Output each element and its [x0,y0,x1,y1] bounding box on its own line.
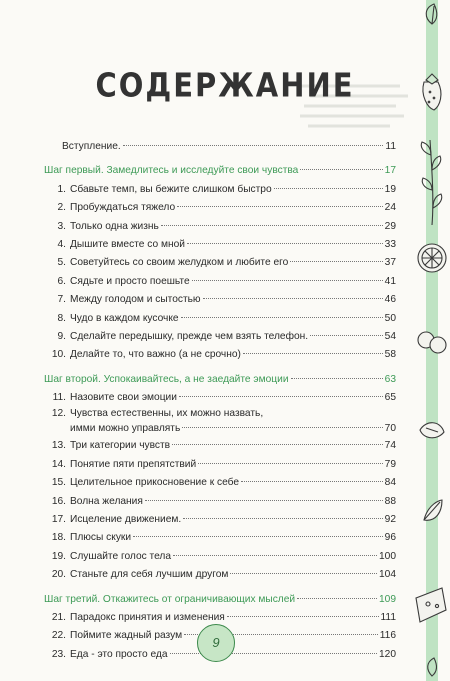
toc-item[interactable] [44,236,396,254]
dot-leader [123,145,384,146]
toc-section-heading[interactable] [44,591,396,609]
toc-entry-title: Станьте для себя лучшим другом [70,569,229,581]
toc-page-number: 11 [385,141,396,152]
toc-intro[interactable] [44,138,396,156]
dot-leader [290,261,382,262]
item-number: 21. [51,611,66,623]
toc-page-number: 84 [384,477,396,489]
item-number: 3. [57,220,66,232]
dot-leader [161,225,383,226]
dot-leader [133,536,383,537]
toc-entry-title: Назовите свои эмоции [70,392,177,404]
toc-page-number: 92 [384,514,396,526]
dot-leader [274,188,383,189]
toc-entry-title: Парадокс принятия и изменения [70,611,225,623]
toc-page-number: 50 [384,312,396,324]
toc-page-number: 41 [384,275,396,287]
section-title: Шаг первый. Замедлитесь и исследуйте свои чувства [44,165,299,177]
toc-entry-title: Еда - это просто еда [70,648,168,660]
toc-entry-title: Сбавьте темп, вы бежите слишком быстро [70,183,272,195]
toc-entry-title: Дышите вместе со мной [70,238,185,250]
dot-leader [145,500,383,501]
item-number: 13. [51,440,66,452]
toc-entry-title: Делайте то, что важно (а не срочно) [70,349,241,361]
toc-page-number: 88 [384,495,396,507]
toc-page-number: 19 [384,183,396,195]
toc-item[interactable] [44,273,396,291]
toc-page-number: 79 [384,458,396,470]
toc-page-number: 74 [384,440,396,452]
toc-page-number: 70 [384,423,396,435]
toc-item[interactable] [44,529,396,547]
item-number: 12. [51,408,66,420]
toc-entry-title: Волна желания [70,495,143,507]
toc-entry-title: Три категории чувств [70,440,171,452]
toc-entry-title: Только одна жизнь [70,220,159,232]
dot-leader [203,298,383,299]
toc-entry-title: Плюсы скуки [70,532,132,544]
toc-entry-title: Пробуждаться тяжело [70,202,176,214]
item-number: 2. [57,202,66,214]
item-number: 19. [51,550,66,562]
toc-page-number: 24 [384,202,396,214]
section-title: Шаг второй. Успокаивайтесь, а не заедайте эмоции [44,373,289,385]
item-number: 8. [57,312,66,324]
herb-icon [421,140,441,225]
item-number: 15. [51,477,66,489]
toc-entry-title: Сделайте передышку, прежде чем взять телефон. [70,330,309,342]
toc-entry-title: Чувства естественны, их можно назвать, [70,408,264,420]
toc-item[interactable] [44,407,396,421]
item-number: 1. [57,183,66,195]
table-of-contents [44,138,396,664]
toc-page-number: 65 [384,392,396,404]
toc-item[interactable] [44,291,396,309]
item-number: 9. [57,330,66,342]
cheese-icon [416,588,446,622]
toc-entry-title: Вступление. [62,141,121,152]
strawberry-icon [423,74,441,110]
toc-entry-title: имми можно управлять [70,423,181,435]
sprout-icon [428,658,437,676]
toc-item[interactable] [44,181,396,199]
dot-leader [243,353,383,354]
toc-item[interactable] [44,474,396,492]
toc-page-number: 116 [379,630,396,642]
page-number-badge: 9 [197,624,235,662]
toc-entry-title: Слушайте голос тела [70,550,172,562]
toc-page-number: 54 [384,330,396,342]
item-number: 17. [51,514,66,526]
toc-entry-title: Исцеление движением. [70,514,182,526]
dot-leader [241,481,383,482]
item-number: 5. [57,257,66,269]
decorative-strip [412,0,450,681]
leaf-icon [424,500,442,520]
item-number: 10. [51,349,66,361]
toc-entry-title: Чудо в каждом кусочке [70,312,179,324]
toc-page-number: 63 [384,373,396,385]
toc-entry-title: Целительное прикосновение к себе [70,477,240,489]
toc-item[interactable] [44,254,396,272]
toc-item-continuation[interactable] [44,421,396,437]
dot-leader [192,280,383,281]
dot-leader [182,427,382,428]
toc-item[interactable] [44,199,396,217]
item-number: 11. [52,392,66,404]
page-title: СОДЕРЖАНИЕ [95,65,355,105]
toc-entry-title: Понятие пяти препятствий [70,458,197,470]
item-number: 4. [57,238,66,250]
dot-leader [227,616,379,617]
toc-page-number: 109 [379,593,396,605]
toc-entry-title: Советуйтесь со своим желудком и любите его [70,257,289,269]
toc-page-number: 104 [379,569,396,581]
toc-item[interactable] [44,437,396,455]
sprout-icon [426,4,437,24]
dot-leader [172,444,383,445]
toc-item[interactable] [44,566,396,584]
dot-leader [183,518,382,519]
toc-section-heading[interactable] [44,371,396,389]
toc-page-number: 100 [379,550,396,562]
dot-leader [179,396,383,397]
toc-page-number: 111 [380,611,396,623]
item-number: 20. [51,569,66,581]
toc-item[interactable] [44,456,396,474]
section-title: Шаг третий. Откажитесь от ограничивающих мыслей [44,593,296,605]
dot-leader [297,598,377,599]
dot-leader [173,555,377,556]
toc-page-number: 120 [379,648,396,660]
dot-leader [310,335,383,336]
cucumber-slice-icon [420,423,444,438]
toc-page-number: 96 [384,532,396,544]
lemon-slice-icon [418,332,446,353]
citrus-icon [418,244,446,272]
toc-page-number: 33 [384,238,396,250]
dot-leader [177,206,383,207]
toc-entry-title: Между голодом и сытостью [70,294,201,306]
toc-item[interactable] [44,548,396,566]
toc-item[interactable] [44,310,396,328]
toc-entry-title: Поймите жадный разум [70,630,183,642]
dot-leader [291,378,383,379]
toc-item[interactable] [44,493,396,511]
toc-page-number: 29 [384,220,396,232]
item-number: 22. [51,630,66,642]
toc-item[interactable] [44,218,396,236]
item-number: 16. [51,495,66,507]
item-number: 7. [57,294,66,306]
dot-leader [230,573,377,574]
toc-page-number: 37 [384,257,396,269]
dot-leader [300,169,382,170]
dot-leader [181,317,383,318]
toc-item[interactable] [44,346,396,364]
dot-leader [187,243,383,244]
toc-item[interactable] [44,389,396,407]
item-number: 18. [51,532,66,544]
item-number: 6. [57,275,66,287]
toc-item[interactable] [44,328,396,346]
toc-page-number: 58 [384,349,396,361]
dot-leader [198,463,382,464]
toc-section-heading[interactable] [44,162,396,180]
toc-page-number: 46 [384,294,396,306]
item-number: 23. [51,648,66,660]
toc-page-number: 17 [384,165,396,177]
toc-entry-title: Сядьте и просто поешьте [70,275,190,287]
item-number: 14. [51,458,66,470]
toc-item[interactable] [44,511,396,529]
